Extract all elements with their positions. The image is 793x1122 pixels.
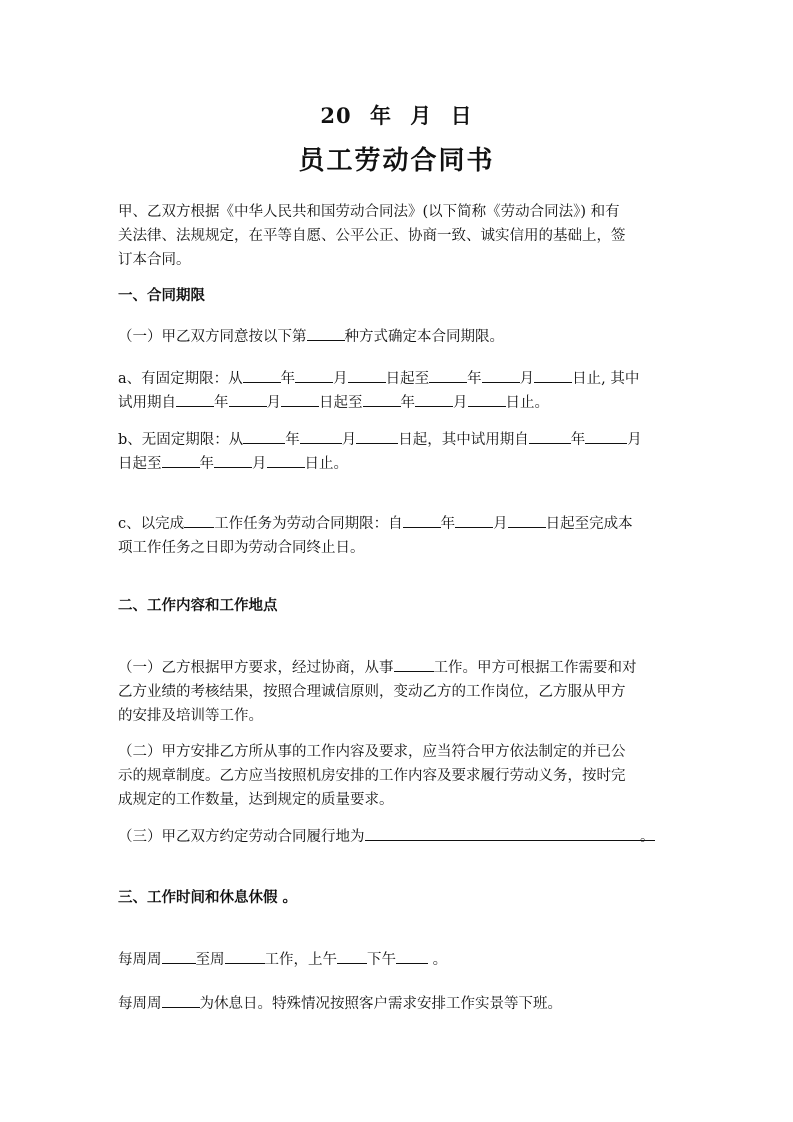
label-year: 年 bbox=[199, 456, 214, 472]
label-from: 日起至 bbox=[118, 456, 162, 472]
s3-line-2-text: 为休息日。特殊情况按照客户需求安排工作实景等下班。 bbox=[199, 996, 562, 1012]
label-until: 日止, bbox=[572, 371, 606, 387]
s2-p1-text-a: （一）乙方根据甲方要求，经过协商，从事 bbox=[118, 660, 394, 676]
s2-p1-text-b: 工作。甲方可根据工作需要和对 bbox=[433, 660, 637, 676]
label-month: 月 bbox=[252, 456, 267, 472]
section-1-heading: 一、合同期限 bbox=[118, 287, 205, 304]
blank[interactable] bbox=[468, 391, 506, 407]
label-task-term: 工作任务为劳动合同期限：自 bbox=[214, 516, 403, 532]
blank[interactable] bbox=[184, 512, 214, 528]
blank[interactable] bbox=[162, 452, 200, 468]
contract-title: 员工劳动合同书 bbox=[298, 146, 495, 176]
blank[interactable] bbox=[363, 391, 401, 407]
s2-p3-period: 。 bbox=[640, 829, 655, 845]
blank[interactable] bbox=[396, 948, 428, 964]
label-year: 年 bbox=[400, 395, 415, 411]
blank[interactable] bbox=[415, 391, 453, 407]
s2-p2-line-1: （二）甲方安排乙方所从事的工作内容及要求，应当符合甲方依法制定的并已公 bbox=[118, 744, 626, 760]
blank[interactable] bbox=[356, 428, 398, 444]
blank[interactable] bbox=[482, 367, 520, 383]
label-trial: 日起，其中试用期自 bbox=[398, 432, 529, 448]
blank[interactable] bbox=[162, 992, 200, 1008]
blank[interactable] bbox=[162, 948, 196, 964]
label-until: 日止。 bbox=[304, 456, 348, 472]
s2-p1-line-2: 乙方业绩的考核结果，按照合理诚信原则，变动乙方的工作岗位，乙方服从甲方 bbox=[118, 684, 626, 700]
label-afternoon: 下午 bbox=[367, 952, 396, 968]
s1-option-a-line-1 bbox=[118, 367, 639, 391]
s1-option-c-line-2: 项工作任务之日即为劳动合同终止日。 bbox=[118, 540, 365, 556]
option-c-label: c、以完成 bbox=[118, 516, 185, 532]
label-year: 年 bbox=[467, 371, 482, 387]
label-trial-from: 试用期自 bbox=[118, 395, 176, 411]
label-period: 。 bbox=[428, 952, 448, 968]
s2-p3-text: （三）甲乙双方约定劳动合同履行地为 bbox=[118, 829, 365, 845]
label-month: 月 bbox=[341, 432, 357, 448]
blank[interactable] bbox=[337, 948, 367, 964]
blank[interactable] bbox=[534, 367, 572, 383]
s1-option-c-line-1 bbox=[118, 512, 633, 536]
label-year: 年 bbox=[280, 371, 296, 387]
blank[interactable] bbox=[429, 367, 467, 383]
s1-p1 bbox=[118, 325, 504, 349]
label-year: 年 bbox=[570, 432, 586, 448]
s1-p1-text-a: （一）甲乙双方同意按以下第 bbox=[118, 329, 307, 345]
label-month: 月 bbox=[453, 395, 468, 411]
s2-p2-line-2: 示的规章制度。乙方应当按照机房安排的工作内容及要求履行劳动义务，按时完 bbox=[118, 768, 626, 784]
blank[interactable] bbox=[176, 391, 214, 407]
section-3-heading: 三、工作时间和休息休假 。 bbox=[118, 889, 298, 906]
label-month: 月 bbox=[493, 516, 508, 532]
intro-line-1: 甲、乙双方根据《中华人民共和国劳动合同法》(以下简称《劳动合同法》) 和有 bbox=[118, 204, 620, 220]
blank[interactable] bbox=[267, 452, 305, 468]
blank[interactable] bbox=[229, 391, 267, 407]
s2-p2-line-3: 成规定的工作数量，达到规定的质量要求。 bbox=[118, 792, 394, 808]
option-b-label: b、无固定期限：从 bbox=[118, 432, 244, 448]
s2-p3 bbox=[118, 825, 655, 849]
label-until: 日止。 bbox=[505, 395, 549, 411]
blank[interactable] bbox=[295, 367, 333, 383]
s1-option-a-line-2 bbox=[118, 391, 549, 415]
blank[interactable] bbox=[243, 428, 285, 444]
blank[interactable] bbox=[403, 512, 441, 528]
contract-date: 20 年 月 日 bbox=[320, 103, 473, 128]
intro-line-2: 关法律、法规规定，在平等自愿、公平公正、协商一致、诚实信用的基础上，签 bbox=[118, 228, 626, 244]
s2-p1-line-3: 的安排及培训等工作。 bbox=[118, 708, 263, 724]
label-to-weekday: 至周 bbox=[195, 952, 225, 968]
label-year: 年 bbox=[285, 432, 300, 448]
s2-p1-line-1 bbox=[118, 656, 637, 680]
job-blank[interactable] bbox=[394, 656, 434, 672]
blank[interactable] bbox=[281, 391, 319, 407]
label-from: 日起至 bbox=[319, 395, 363, 411]
blank[interactable] bbox=[529, 428, 571, 444]
blank[interactable] bbox=[455, 512, 493, 528]
label-tail: 日起至完成本 bbox=[545, 516, 633, 532]
intro-line-3: 订本合同。 bbox=[118, 252, 191, 268]
blank[interactable] bbox=[214, 452, 252, 468]
blank[interactable] bbox=[348, 367, 386, 383]
label-tail: 其中 bbox=[610, 371, 640, 387]
blank[interactable] bbox=[225, 948, 265, 964]
s3-line-2 bbox=[118, 992, 562, 1016]
label-month: 月 bbox=[266, 395, 281, 411]
blank[interactable] bbox=[300, 428, 342, 444]
label-weekday: 每周周 bbox=[118, 952, 162, 968]
label-year: 年 bbox=[440, 516, 456, 532]
blank[interactable] bbox=[585, 428, 627, 444]
method-blank[interactable] bbox=[307, 325, 345, 341]
blank[interactable] bbox=[508, 512, 546, 528]
label-weekday: 每周周 bbox=[118, 996, 162, 1012]
label-month: 月 bbox=[333, 371, 348, 387]
s3-line-1 bbox=[118, 948, 447, 972]
label-month: 月 bbox=[627, 432, 642, 448]
label-from: 日起至 bbox=[385, 371, 430, 387]
label-month: 月 bbox=[519, 371, 535, 387]
workplace-blank[interactable] bbox=[365, 825, 655, 845]
label-year: 年 bbox=[214, 395, 229, 411]
section-2-heading: 二、工作内容和工作地点 bbox=[118, 597, 278, 614]
s1-option-b-line-2 bbox=[118, 452, 348, 476]
s1-option-b-line-1 bbox=[118, 428, 642, 452]
s1-p1-text-b: 种方式确定本合同期限。 bbox=[344, 329, 504, 345]
blank[interactable] bbox=[243, 367, 281, 383]
label-morning: 工作，上午 bbox=[264, 952, 337, 968]
option-a-label: a、有固定期限：从 bbox=[118, 371, 243, 387]
